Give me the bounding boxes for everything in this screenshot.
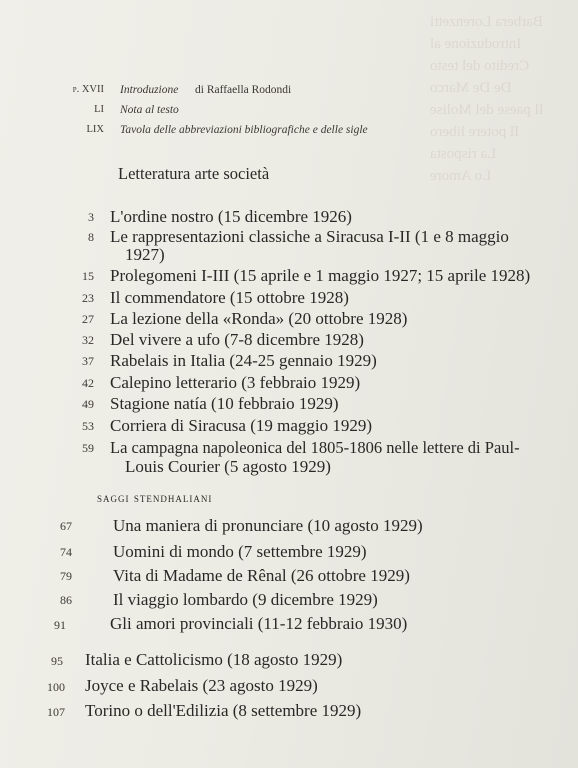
page-number: 49 — [82, 397, 94, 411]
entry-title: Stagione natía (10 febbraio 1929) — [110, 394, 339, 413]
page-number: 53 — [82, 419, 94, 433]
entry-title: Corriera di Siracusa (19 maggio 1929) — [110, 416, 373, 435]
entry-title: Una maniera di pronunciare (10 agosto 1929) — [113, 516, 423, 535]
subsection-title: saggi stendhaliani — [97, 490, 213, 505]
page-number: 91 — [54, 618, 66, 632]
entry-title: Gli amori provinciali (11-12 febbraio 1930) — [110, 614, 408, 633]
entry-title: Prolegomeni I-III (15 aprile e 1 maggio 1927; 15 aprile 1928) — [110, 266, 531, 285]
page-number: 37 — [82, 354, 94, 368]
entry-title: La campagna napoleonica del 1805-1806 nelle lettere di Paul- — [110, 438, 520, 457]
entry-title: L'ordine nostro (15 dicembre 1926) — [110, 207, 352, 226]
front-matter-title: Tavola delle abbreviazioni bibliografiche e delle sigle — [120, 124, 368, 136]
entry-title: Joyce e Rabelais (23 agosto 1929) — [85, 676, 318, 695]
entry-title: Uomini di mondo (7 settembre 1929) — [113, 542, 367, 561]
entry-title-continued: Louis Courier (5 agosto 1929) — [125, 457, 331, 476]
front-matter-title: Introduzione — [120, 84, 179, 96]
page-number: 86 — [60, 593, 72, 607]
entry-title: Torino o dell'Edilizia (8 settembre 1929) — [85, 701, 362, 720]
page-number: 67 — [60, 519, 72, 533]
entry-title: Le rappresentazioni classiche a Siracusa I-II (1 e 8 maggio — [110, 227, 509, 246]
page-number: LI — [94, 104, 104, 115]
page-number: 15 — [82, 269, 94, 283]
front-matter-author: di Raffaella Rodondi — [195, 84, 292, 96]
page-number: 8 — [88, 230, 94, 244]
page-number: 107 — [47, 705, 65, 719]
entry-title-continued: 1927) — [125, 245, 165, 264]
page-number: LIX — [86, 124, 104, 135]
page-number: 23 — [82, 291, 94, 305]
entry-title: Italia e Cattolicismo (18 agosto 1929) — [85, 650, 343, 669]
section-title: Letteratura arte società — [118, 164, 270, 183]
page-number: 95 — [51, 654, 63, 668]
page-number: p. XVII — [72, 84, 104, 95]
page-number: 3 — [88, 210, 94, 224]
page-number: 32 — [82, 333, 94, 347]
entry-title: Del vivere a ufo (7-8 dicembre 1928) — [110, 330, 364, 349]
show-through-text: Barbera Lorenzetti Introduzione al Credito del testo De De Marco Il paese del Molise Il potere libero La risposta Lo Amore — [430, 14, 544, 184]
page-number: 74 — [60, 545, 72, 559]
entry-title: Calepino letterario (3 febbraio 1929) — [110, 373, 361, 392]
page-number: 100 — [47, 680, 65, 694]
page-number: 42 — [82, 376, 94, 390]
entry-title: La lezione della «Ronda» (20 ottobre 1928) — [110, 309, 408, 328]
page-number: 59 — [82, 441, 94, 455]
entry-title: Rabelais in Italia (24-25 gennaio 1929) — [110, 351, 377, 370]
page-number: 27 — [82, 312, 94, 326]
entry-title: Vita di Madame de Rênal (26 ottobre 1929) — [113, 566, 410, 585]
entry-title: Il viaggio lombardo (9 dicembre 1929) — [113, 590, 378, 609]
page-number: 79 — [60, 569, 72, 583]
entry-title: Il commendatore (15 ottobre 1928) — [110, 288, 349, 307]
front-matter-title: Nota al testo — [120, 104, 179, 116]
